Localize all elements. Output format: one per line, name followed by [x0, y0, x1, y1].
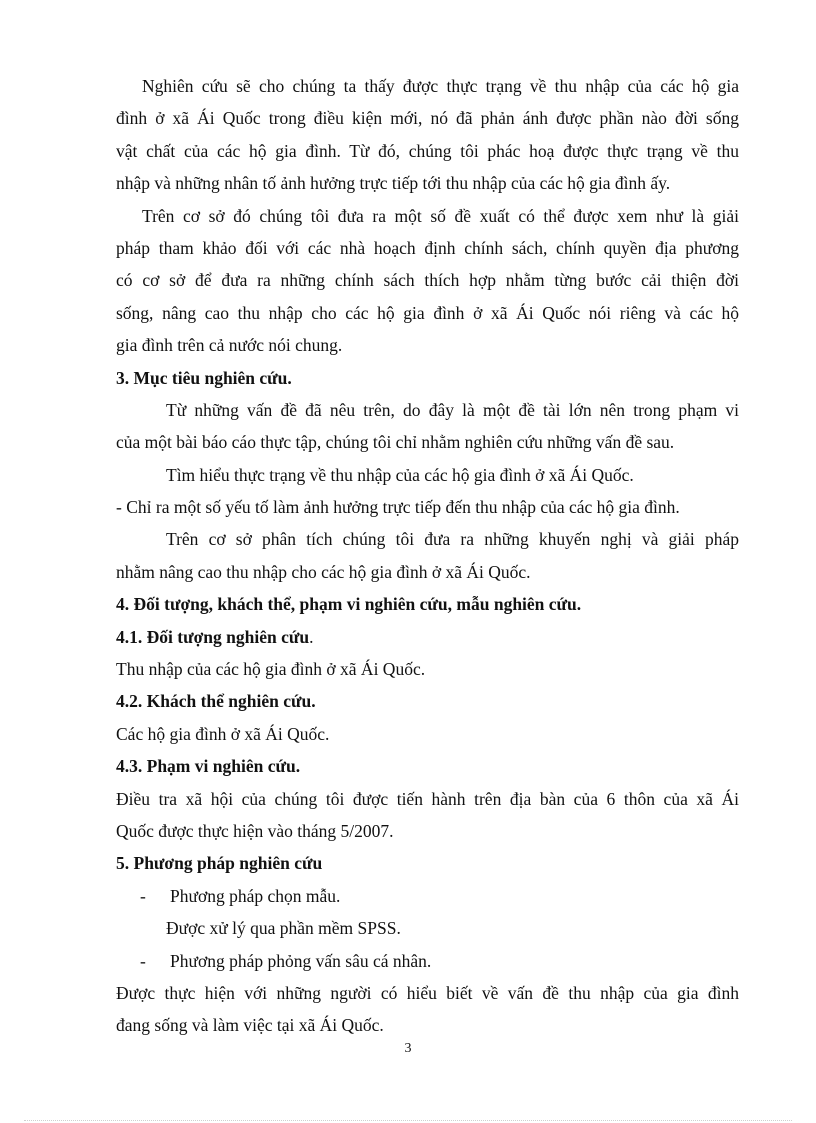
bullet-mark: - [140, 885, 146, 906]
text-line: pháp tham khảo đối với các nhà hoạch định chính sách, chính quyền địa phương [116, 237, 739, 258]
text-line: Từ những vấn đề đã nêu trên, do đây là một đề tài lớn nên trong phạm vi [166, 399, 739, 420]
text-line: Quốc được thực hiện vào tháng 5/2007. [116, 820, 394, 841]
text-line: của một bài báo cáo thực tập, chúng tôi chỉ nhằm nghiên cứu những vấn đề sau. [116, 432, 675, 453]
method-item-1-note: Được xử lý qua phần mềm SPSS. [166, 918, 401, 939]
section-3-heading: 3. Mục tiêu nghiên cứu. [116, 367, 292, 388]
text-line: Trên cơ sở đó chúng tôi đưa ra một số đề xuất có thể được xem như là giải [142, 205, 739, 226]
document-page [116, 70, 739, 1042]
section-4-heading: 4. Đối tượng, khách thể, phạm vi nghiên cứu, mẫu nghiên cứu. [116, 594, 582, 615]
text-line: đang sống và làm việc tại xã Ái Quốc. [116, 1015, 384, 1036]
text-line: nhập và những nhân tố ảnh hưởng trực tiếp tới thu nhập của các hộ gia đình ấy. [116, 173, 671, 194]
text-line: gia đình trên cả nước nói chung. [116, 335, 343, 356]
text-line: vật chất của các hộ gia đình. Từ đó, chúng tôi phác hoạ được thực trạng về thu [116, 140, 739, 161]
bullet-mark: - [140, 950, 146, 971]
objective-item-3: Trên cơ sở phân tích chúng tôi đưa ra những khuyến nghị và giải pháp [166, 529, 739, 550]
intro-paragraph-1 [116, 70, 739, 200]
subsection-4-1-text: Thu nhập của các hộ gia đình ở xã Ái Quốc. [116, 659, 426, 680]
subsection-4-2-text: Các hộ gia đình ở xã Ái Quốc. [116, 723, 330, 744]
section-5-heading: 5. Phương pháp nghiên cứu [116, 853, 323, 874]
objective-item-2: - Chỉ ra một số yếu tố làm ảnh hưởng trực tiếp đến thu nhập của các hộ gia đình. [116, 497, 680, 518]
method-item-2 [116, 945, 739, 977]
text-line: có cơ sở để đưa ra những chính sách thích hợp nhằm từng bước cải thiện đời [116, 270, 739, 291]
text-line: nhằm nâng cao thu nhập cho các hộ gia đình ở xã Ái Quốc. [116, 561, 531, 582]
text-line: Được thực hiện với những người có hiểu biết về vấn đề thu nhập của gia đình [116, 982, 739, 1003]
text-line: đình ở xã Ái Quốc trong điều kiện mới, nó đã phản ánh được phần nào đời sống [116, 108, 739, 129]
method-label: Phương pháp chọn mẫu. [170, 885, 341, 906]
page-number: 3 [404, 1041, 412, 1056]
subsection-4-1-heading [116, 621, 739, 653]
subsection-4-3-heading: 4.3. Phạm vi nghiên cứu. [116, 756, 301, 777]
text-line: Nghiên cứu sẽ cho chúng ta thấy được thực trạng về thu nhập của các hộ gia [142, 76, 739, 96]
method-item-1 [116, 880, 739, 912]
intro-paragraph-2 [116, 200, 739, 362]
text-line: Điều tra xã hội của chúng tôi được tiến hành trên địa bàn của 6 thôn của xã Ái [116, 788, 739, 809]
method-label: Phương pháp phỏng vấn sâu cá nhân. [170, 950, 432, 971]
subsection-4-1-title: 4.1. Đối tượng nghiên cứu [116, 626, 310, 647]
subsection-4-2-heading: 4.2. Khách thể nghiên cứu. [116, 691, 316, 712]
page-bottom-divider [24, 1120, 792, 1121]
subsection-4-1-dot: . [309, 626, 314, 647]
text-line: sống, nâng cao thu nhập cho các hộ gia đình ở xã Ái Quốc nói riêng và các hộ [116, 302, 739, 323]
objective-item-1: Tìm hiểu thực trạng về thu nhập của các hộ gia đình ở xã Ái Quốc. [166, 464, 634, 485]
